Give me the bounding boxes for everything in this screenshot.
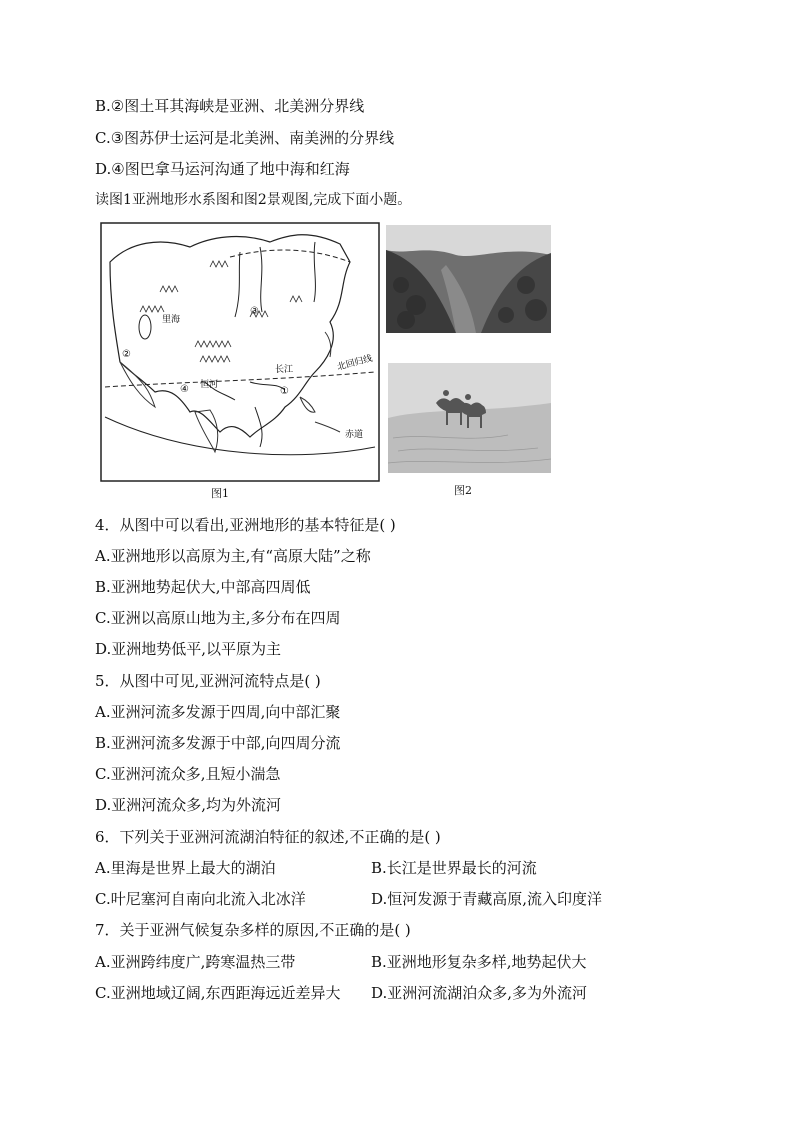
figure-2-desert-photo — [388, 363, 551, 473]
figure-2-forest-photo — [386, 225, 551, 333]
q4-option-a: A.亚洲地形以高原为主,有“高原大陆”之称 — [95, 547, 371, 565]
map-label-3: ③ — [250, 306, 259, 317]
q7-option-a: A.亚洲跨纬度广,跨寒温热三带 — [95, 953, 296, 971]
option-d-prev: D.④图巴拿马运河沟通了地中海和红海 — [95, 160, 350, 178]
q6-option-d: D.恒河发源于青藏高原,流入印度洋 — [371, 890, 603, 908]
option-c-prev: C.③图苏伊士运河是北美洲、南美洲的分界线 — [95, 129, 395, 147]
map-label-1: ① — [280, 386, 289, 397]
forest-valley-image — [386, 225, 551, 333]
option-b-prev: B.②图土耳其海峡是亚洲、北美洲分界线 — [95, 97, 365, 115]
q5-option-a: A.亚洲河流多发源于四周,向中部汇聚 — [95, 703, 341, 721]
q4-option-b: B.亚洲地势起伏大,中部高四周低 — [95, 578, 311, 596]
map-label-equator: 赤道 — [345, 430, 364, 440]
question-7-stem: 7．关于亚洲气候复杂多样的原因,不正确的是( ) — [95, 921, 411, 939]
q5-option-b: B.亚洲河流多发源于中部,向四周分流 — [95, 734, 341, 752]
q7-option-b: B.亚洲地形复杂多样,地势起伏大 — [371, 953, 587, 971]
question-5-stem: 5．从图中可见,亚洲河流特点是( ) — [95, 672, 321, 690]
q4-option-c: C.亚洲以高原山地为主,多分布在四周 — [95, 609, 341, 627]
figure-2-caption: 图2 — [454, 484, 472, 497]
map-label-ganges: 恒河 — [200, 380, 219, 390]
asia-map-drawing — [100, 222, 380, 482]
q6-option-b: B.长江是世界最长的河流 — [371, 859, 537, 877]
q5-option-d: D.亚洲河流众多,均为外流河 — [95, 796, 282, 814]
q5-option-c: C.亚洲河流众多,且短小湍急 — [95, 765, 281, 783]
figure-1-asia-map — [100, 222, 380, 482]
q4-option-d: D.亚洲地势低平,以平原为主 — [95, 640, 282, 658]
q7-option-c: C.亚洲地域辽阔,东西距海远近差异大 — [95, 984, 341, 1002]
q6-option-c: C.叶尼塞河自南向北流入北冰洋 — [95, 890, 306, 908]
question-6-stem: 6．下列关于亚洲河流湖泊特征的叙述,不正确的是( ) — [95, 828, 441, 846]
reading-instruction: 读图1亚洲地形水系图和图2景观图,完成下面小题。 — [95, 192, 412, 208]
question-4-stem: 4．从图中可以看出,亚洲地形的基本特征是( ) — [95, 516, 396, 534]
map-label-2: ② — [122, 349, 131, 360]
map-label-lihai: 里海 — [162, 315, 181, 325]
map-label-4: ④ — [180, 384, 189, 395]
map-label-changjiang: 长江 — [275, 365, 294, 375]
figure-1-caption: 图1 — [211, 487, 229, 500]
desert-camel-image — [388, 363, 551, 473]
q7-option-d: D.亚洲河流湖泊众多,多为外流河 — [371, 984, 588, 1002]
map-label-tropic: 北回归线 — [336, 353, 374, 373]
q6-option-a: A.里海是世界上最大的湖泊 — [95, 859, 276, 877]
